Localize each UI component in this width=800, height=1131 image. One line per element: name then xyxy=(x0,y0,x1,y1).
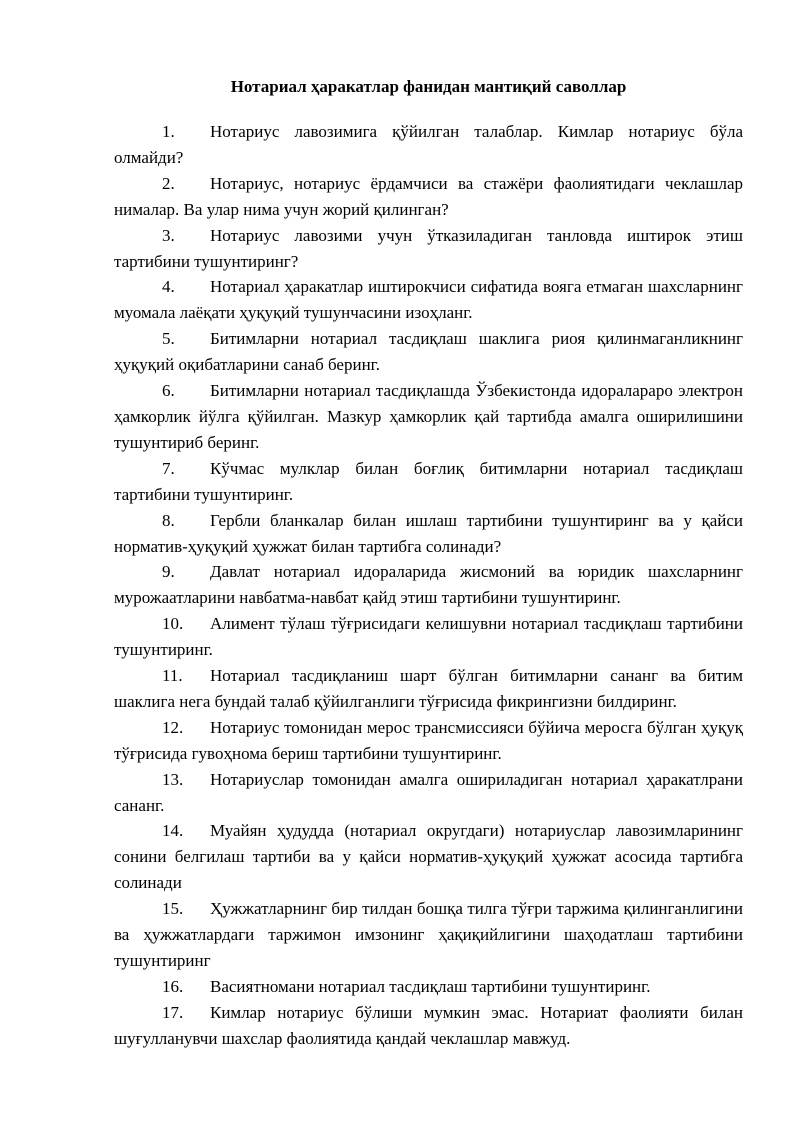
list-item xyxy=(114,274,743,326)
question-number: 17. xyxy=(162,1002,184,1022)
list-item xyxy=(114,818,743,896)
question-number: 13. xyxy=(162,769,184,789)
question-text: Муайян ҳудудда (нотариал округдаги) нотариуслар лавозимларининг сонини белгилаш тартиби ва у қайси норматив-ҳуқуқий ҳужжат асосида тартибга солинади xyxy=(114,821,743,893)
question-text: Нотариал ҳаракатлар иштирокчиси сифатида вояга етмаган шахсларнинг муомала лаёқати ҳуқуқий тушунчасини изоҳланг. xyxy=(114,277,743,323)
question-number: 10. xyxy=(162,614,184,634)
question-number: 1. xyxy=(162,122,175,141)
question-number: 4. xyxy=(162,277,175,297)
question-number: 8. xyxy=(162,510,175,530)
question-number: 7. xyxy=(162,458,175,478)
list-item xyxy=(114,171,743,223)
list-item xyxy=(114,1000,743,1052)
question-text: Ҳужжатларнинг бир тилдан бошқа тилга тўғри таржима қилинганлигини ва ҳужжатлардаги таржимон имзонинг ҳақиқийлигини шаҳодатлаш тартибини тушунтиринг xyxy=(114,899,743,970)
question-text: Кўчмас мулклар билан боғлиқ битимларни нотариал тасдиқлаш тартибини тушунтиринг. xyxy=(114,458,743,504)
list-item xyxy=(114,974,743,1000)
question-text: Нотариус томонидан мерос трансмиссияси бўйича меросга бўлган ҳуқуқ тўғрисида гувоҳнома бериш тартибини тушунтиринг. xyxy=(114,717,743,763)
question-number: 14. xyxy=(162,821,184,841)
question-number: 6. xyxy=(162,381,175,401)
question-number: 5. xyxy=(162,329,175,349)
list-item xyxy=(114,896,743,974)
list-item xyxy=(114,767,743,819)
question-number: 9. xyxy=(162,562,175,582)
question-text: Нотариуслар томонидан амалга ошириладиган нотариал ҳаракатлрани сананг. xyxy=(114,769,743,815)
list-item xyxy=(114,663,743,715)
question-number: 16. xyxy=(162,976,184,996)
question-text: Битимларни нотариал тасдиқлаш шаклига риоя қилинмаганликнинг ҳуқуқий оқибатларини санаб беринг. xyxy=(114,329,743,375)
list-item xyxy=(114,508,743,560)
question-text: Нотариус лавозими учун ўтказиладиган танловда иштирок этиш тартибини тушунтиринг? xyxy=(114,225,743,271)
list-item xyxy=(114,559,743,611)
question-text: Кимлар нотариус бўлиши мумкин эмас. Нотариат фаолияти билан шуғулланувчи шахслар фаолиятида қандай чеклашлар мавжуд. xyxy=(114,1002,743,1048)
question-number: 15. xyxy=(162,899,184,919)
list-item xyxy=(114,223,743,275)
question-text: Васиятномани нотариал тасдиқлаш тартибини тушунтиринг. xyxy=(210,976,651,996)
question-text: Битимларни нотариал тасдиқлашда Ўзбекистонда идоралараро электрон ҳамкорлик йўлга қўйилган. Мазкур ҳамкорлик қай тартибда амалга оширилишини тушунтириб беринг. xyxy=(114,381,743,452)
question-number: 11. xyxy=(162,666,183,686)
question-text: Нотариус лавозимига қўйилган талаблар. Кимлар нотариус бўла олмайди? xyxy=(114,122,743,167)
list-item xyxy=(114,715,743,767)
list-item xyxy=(114,119,743,171)
question-number: 3. xyxy=(162,225,175,245)
question-number: 2. xyxy=(162,173,175,193)
question-text: Нотариал тасдиқланиш шарт бўлган битимларни сананг ва битим шаклига нега бундай талаб қўйилганлиги тўғрисида фикрингизни билдиринг. xyxy=(114,666,743,711)
list-item xyxy=(114,378,743,456)
question-text: Гербли бланкалар билан ишлаш тартибини тушунтиринг ва у қайси норматив-ҳуқуқий ҳужжат билан тартибга солинади? xyxy=(114,510,743,556)
list-item xyxy=(114,611,743,663)
question-text: Давлат нотариал идораларида жисмоний ва юридик шахсларнинг мурожаатларини навбатма-навбат қайд этиш тартибини тушунтиринг. xyxy=(114,562,743,608)
list-item xyxy=(114,456,743,508)
question-list xyxy=(114,119,743,1052)
list-item xyxy=(114,326,743,378)
question-text: Алимент тўлаш тўғрисидаги келишувни нотариал тасдиқлаш тартибини тушунтиринг. xyxy=(114,614,743,660)
document-title: Нотариал ҳаракатлар фанидан мантиқий саволлар xyxy=(230,77,627,96)
question-number: 12. xyxy=(162,717,184,737)
question-text: Нотариус, нотариус ёрдамчиси ва стажёри фаолиятидаги чеклашлар нималар. Ва улар нима учун жорий қилинган? xyxy=(114,173,743,219)
